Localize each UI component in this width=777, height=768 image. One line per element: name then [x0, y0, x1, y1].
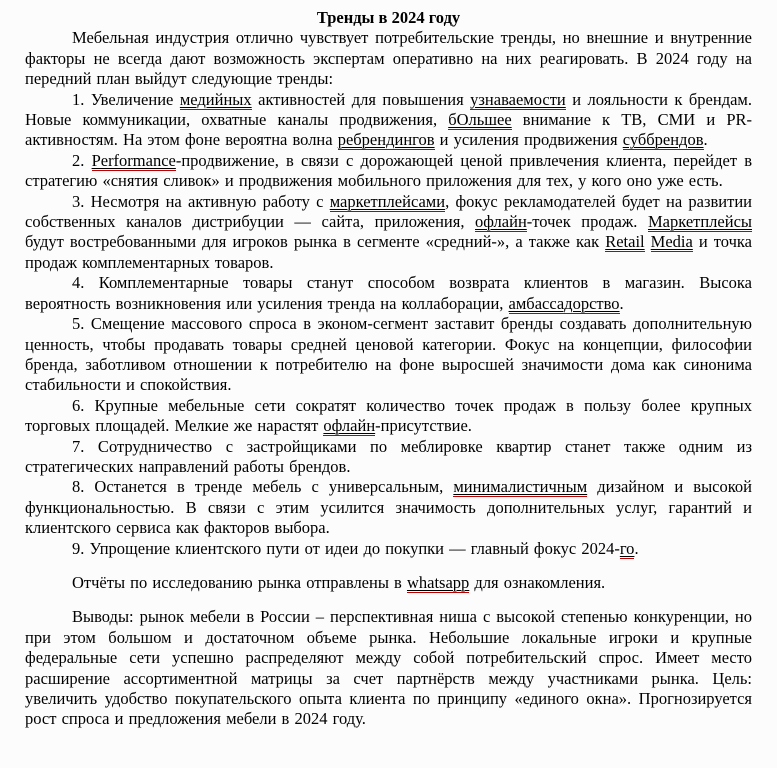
- text-run: Отчёты по исследованию рынка отправлены в: [72, 572, 407, 592]
- paragraph: [25, 273, 752, 314]
- flagged-word: суббрендов: [622, 130, 704, 150]
- flagged-word: ребрендингов: [337, 130, 435, 150]
- flagged-word: маркетплейсами: [329, 191, 446, 211]
- text-run: .: [634, 538, 639, 558]
- text-run: .: [619, 293, 624, 313]
- flagged-word: бОльшее: [448, 110, 512, 130]
- text-run: 5. Смещение массового спроса в эконом-сегмент заставит бренды создавать дополнительную ценность, чтобы продавать товары средней ценовой категории. Фокус на концепции, философии бренда, заботливом отношении к потребителю на фоне выросшей значимости дома как синонима стабильности и спокойствия.: [25, 314, 752, 395]
- document-title: Тренды в 2024 году: [316, 8, 461, 27]
- flagged-word: Retail: [605, 232, 645, 252]
- text-run: и точка продаж комплементарных товаров.: [25, 232, 752, 272]
- paragraph: [25, 477, 752, 538]
- blank-line: [25, 559, 752, 573]
- text-run: -продвижение, в связи с дорожающей ценой привлечения клиента, перейдет в стратегию «снятия сливок» и продвижения мобильного приложения для тех, у кого оно уже есть.: [25, 150, 752, 191]
- text-run: и усиления продвижения: [434, 130, 623, 150]
- text-run: будут востребованными для игроков рынка в сегменте «средний-», а также как: [25, 232, 606, 252]
- flagged-word: whatsapp: [406, 572, 470, 592]
- flagged-word: Маркетплейсы: [647, 212, 752, 232]
- paragraph: [25, 396, 752, 437]
- text-run: 9. Упрощение клиентского пути от идеи до покупки — главный фокус 2024-: [72, 538, 620, 558]
- text-run: .: [703, 130, 708, 150]
- text-run: для ознакомления.: [469, 572, 606, 592]
- text-run: внимание к ТВ, СМИ и PR-активностям. На этом фоне вероятна волна: [25, 110, 752, 150]
- document-body: [25, 28, 752, 729]
- text-run: 7. Сотрудничество с застройщиками по меблировке квартир станет также одним из стратегических направлений работы брендов.: [25, 436, 752, 476]
- flagged-word: медийных: [179, 89, 252, 109]
- text-run: 4. Комплементарные товары станут способом возврата клиентов в магазин. Высока вероятность возникновения или усиления тренда на коллаборации,: [25, 273, 752, 313]
- flagged-word: го: [619, 538, 635, 558]
- text-run: 1. Увеличение: [72, 89, 180, 109]
- paragraph: [25, 607, 752, 729]
- paragraph: [25, 28, 752, 89]
- text-run: и лояльности к брендам. Новые коммуникации, охватные каналы продвижения,: [25, 89, 752, 130]
- blank-line: [25, 593, 752, 607]
- text-run: активностей для повышения: [251, 89, 471, 109]
- text-run: -присутствие.: [375, 416, 472, 436]
- flagged-word: Performance: [91, 150, 176, 170]
- flagged-word: узнаваемости: [470, 89, 566, 109]
- flagged-word: Media: [650, 232, 693, 252]
- flagged-word: офлайн: [475, 212, 527, 232]
- paragraph: [25, 437, 752, 478]
- flagged-word: амбассадорство: [508, 293, 620, 313]
- flagged-word: минималистичным: [453, 477, 588, 497]
- text-run: дизайном и высокой функциональностью. В связи с этим усилится значимость дополнительных услуг, гарантий и клиентского сервиса как факторов выбора.: [25, 477, 752, 538]
- paragraph: [25, 192, 752, 274]
- text-run: [645, 232, 651, 251]
- paragraph: [25, 539, 752, 559]
- paragraph: [25, 151, 752, 192]
- paragraph: [25, 314, 752, 396]
- paragraph: [25, 573, 752, 593]
- flagged-word: офлайн: [323, 416, 376, 436]
- text-run: , фокус рекламодателей будет на развитии собственных каналов дистрибуции — сайта, приложения,: [25, 191, 752, 232]
- text-run: Выводы: рынок мебели в России – перспективная ниша с высокой степенью конкуренции, но при этом большом и достаточном объеме рынка. Небольшие локальные игроки и крупные федеральные сети успешно распределяют между собой потребительский спрос. Имеет место расширение ассортиментной матрицы за счет партнёрств между участниками рынка. Цель: увеличить удобство покупательского опыта клиента по принципу «единого окна». Прогнозируется рост спроса и предложения мебели в 2024 году.: [25, 607, 752, 729]
- paragraph: [25, 90, 752, 151]
- text-run: 8. Останется в тренде мебель с универсальным,: [72, 477, 454, 497]
- text-run: 3. Несмотря на активную работу с: [72, 191, 330, 211]
- text-run: 2.: [72, 150, 92, 170]
- text-run: Мебельная индустрия отлично чувствует потребительские тренды, но внешние и внутренние факторы не всегда дают возможность экспертам оперативно на них реагировать. В 2024 году на передний план выйдут следующие тренды:: [25, 28, 752, 89]
- text-run: -точек продаж.: [526, 212, 648, 232]
- text-run: 6. Крупные мебельные сети сократят количество точек продаж в пользу более крупных торговых площадей. Мелкие же нарастят: [25, 395, 752, 436]
